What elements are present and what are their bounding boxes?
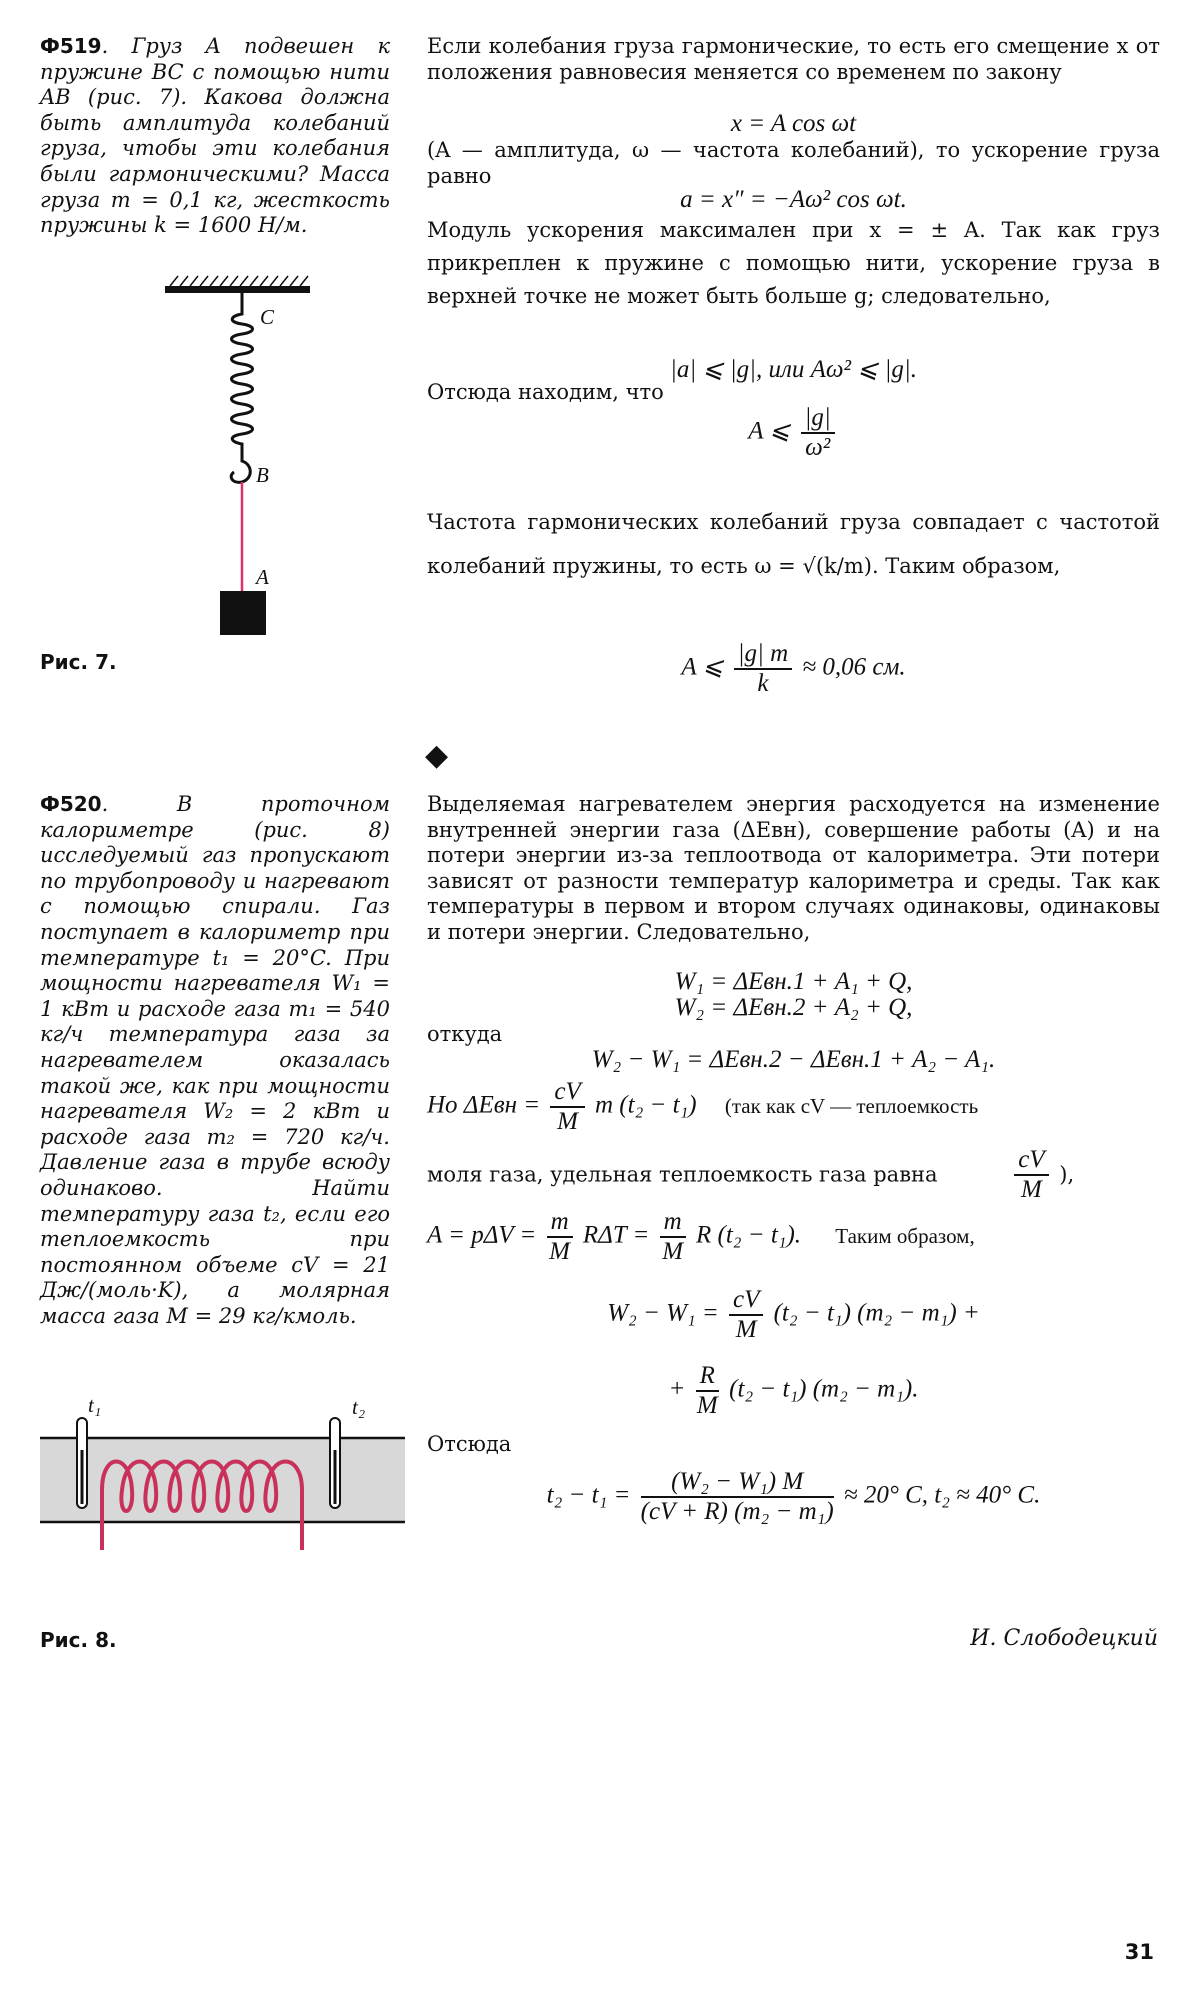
denominator: M: [1021, 1176, 1042, 1203]
problem-label: Ф520: [40, 792, 102, 816]
numerator: |g|: [801, 404, 835, 434]
weight: [220, 591, 266, 635]
problem-label: Ф519: [40, 34, 102, 58]
denominator: M: [549, 1238, 570, 1265]
formula-work: [427, 1208, 1160, 1266]
numerator: |g| m: [734, 640, 793, 670]
solution-519-p3: Модуль ускорения максимален при x = ± A. Так как груз прикреплен к пружине с помощью нити, ускорение груза в верхней точке не может быть больше g; следовательно,: [427, 218, 1160, 308]
solution-520-p4: [427, 1146, 1160, 1204]
solution-520-p2: откуда: [427, 1022, 503, 1046]
numerator: cV: [1014, 1146, 1048, 1176]
formula-result-rhs: ≈ 0,06 см.: [802, 653, 906, 681]
solution-519-p5: Частота гармонических колебаний груза совпадает с частотой колебаний пружины, то есть ω = √(k/m). Таким образом,: [427, 510, 1160, 578]
text-paren: (так как cV — теплоемкость: [724, 1093, 979, 1118]
formula-w2: W₂ = ΔEвн.2 + A₂ + Q,: [674, 994, 913, 1021]
fraction: [729, 1286, 763, 1344]
fraction: [550, 1078, 584, 1136]
text-b: ≈ 20° C, t₂ ≈ 40° C.: [843, 1481, 1041, 1509]
formula-result-520: [427, 1468, 1160, 1526]
solution-519-p2: (A — амплитуда, ω — частота колебаний), то ускорение груза равно: [427, 138, 1160, 188]
formula-a: a = x″ = −Aω² cos ωt.: [680, 186, 907, 213]
page-number: 31: [1124, 1940, 1154, 1964]
text-a: t₂ − t₁ =: [546, 1481, 631, 1509]
text-tail: Таким образом,: [835, 1223, 975, 1248]
text-end: ),: [1059, 1162, 1075, 1187]
numerator: cV: [550, 1078, 584, 1108]
problem-519: [40, 34, 390, 239]
text-start: Но ΔEвн =: [427, 1091, 541, 1119]
formula-x: x = A cos ωt: [730, 110, 857, 137]
denominator: M: [662, 1238, 684, 1265]
fraction: [1014, 1146, 1048, 1204]
fraction: [801, 404, 835, 462]
figure-7-caption: Рис. 7.: [40, 650, 117, 674]
formula-w-diff-cont: [427, 1362, 1160, 1420]
fraction: [696, 1362, 719, 1420]
numerator: R: [696, 1362, 719, 1392]
text-b: RΔT =: [582, 1221, 650, 1249]
formula-result-519: [427, 640, 1160, 698]
formula-result-lhs: A ⩽: [681, 653, 724, 681]
author-signature: И. Слободецкий: [970, 1626, 1158, 1651]
fraction: [660, 1208, 686, 1266]
numerator: m: [660, 1208, 686, 1238]
denominator: ω²: [805, 434, 831, 461]
formula-inequality: |a| ⩽ |g|, или Aω² ⩽ |g|.: [670, 356, 917, 383]
label-t1: t₁: [88, 1393, 102, 1417]
problem-text: . Груз A подвешен к пружине BC с помощью нити AB (рис. 7). Какова должна быть амплитуда колебаний груза, чтобы эти колебания были гармоническими? Масса груза m = 0,1 кг, жесткость пружины k = 1600 Н/м.: [40, 34, 390, 238]
formula-difference: W₂ − W₁ = ΔEвн.2 − ΔEвн.1 + A₂ − A₁.: [591, 1046, 996, 1073]
text-b: (t₂ − t₁) (m₂ − m₁) +: [773, 1299, 980, 1327]
denominator: M: [557, 1108, 578, 1135]
figure-7-spring: [160, 286, 330, 646]
formula-internal-energy: [427, 1078, 1160, 1136]
text-a: W₂ − W₁ =: [607, 1299, 719, 1327]
solution-519-p1: Если колебания груза гармонические, то есть его смещение x от положения равновесия меняется со временем по закону: [427, 34, 1160, 84]
text-b: (t₂ − t₁) (m₂ − m₁).: [729, 1375, 919, 1403]
text-mid: m (t₂ − t₁): [595, 1091, 697, 1119]
ceiling-hatch: [170, 276, 308, 286]
denominator: k: [757, 670, 769, 697]
denominator: M: [696, 1392, 718, 1419]
figure-8-calorimeter: [40, 1390, 410, 1560]
ceiling: [165, 286, 310, 293]
denominator: (cV + R) (m₂ − m₁): [640, 1498, 834, 1525]
label-b: B: [256, 463, 269, 487]
numerator: cV: [729, 1286, 763, 1316]
solution-519-p4: Отсюда находим, что: [427, 380, 664, 404]
spring: [231, 293, 252, 482]
text-a: +: [668, 1375, 686, 1403]
problem-text: . В проточном калориметре (рис. 8) исследуемый газ пропускают по трубопроводу и нагревают с помощью спирали. Газ поступает в калориметр при температуре t₁ = 20°C. При мощности нагревателя W₁ = 1 кВт и расходе газа m₁ = 540 кг/ч температура газа за нагревателем оказалась такой же, как при мощности нагревателя W₂ = 2 кВт и расходе газа m₂ = 720 кг/ч. Давление газа в трубе всюду одинаково. Найти температуру газа t₂, если его теплоемкость при постоянном объеме cV = 21 Дж/(моль·K), а молярная масса газа M = 29 кг/кмоль.: [40, 792, 390, 1328]
label-a: A: [256, 565, 269, 589]
text: моля газа, удельная теплоемкость газа равна: [427, 1162, 938, 1187]
fraction: [734, 640, 793, 698]
numerator: m: [547, 1208, 573, 1238]
formula-amplitude: [427, 404, 1160, 462]
problem-520: [40, 792, 390, 1329]
denominator: M: [735, 1316, 757, 1343]
formula-w1: W₁ = ΔEвн.1 + A₁ + Q,: [674, 968, 913, 995]
formula-w-diff: [427, 1286, 1160, 1344]
text-c: R (t₂ − t₁).: [695, 1221, 802, 1249]
solution-520-p1: Выделяемая нагревателем энергия расходуется на изменение внутренней энергии газа (ΔEвн), совершение работы (A) и на потери энергии из-за теплоотвода от калориметра. Эти потери зависят от разности температур калориметра и среды. Так как температуры в первом и втором случаях одинаковы, одинаковы и потери энергии. Следовательно,: [427, 792, 1160, 944]
label-t2: t₂: [352, 1395, 366, 1419]
figure-8-caption: Рис. 8.: [40, 1628, 117, 1652]
fraction: [641, 1468, 834, 1526]
numerator: (W₂ − W₁) M: [641, 1468, 834, 1498]
separator-diamond: ◆: [425, 738, 449, 773]
label-c: C: [260, 305, 275, 329]
fraction: [547, 1208, 573, 1266]
text-a: A = pΔV =: [427, 1221, 537, 1249]
formula-amplitude-lhs: A ⩽: [748, 417, 791, 445]
solution-520-p5: Отсюда: [427, 1432, 512, 1456]
